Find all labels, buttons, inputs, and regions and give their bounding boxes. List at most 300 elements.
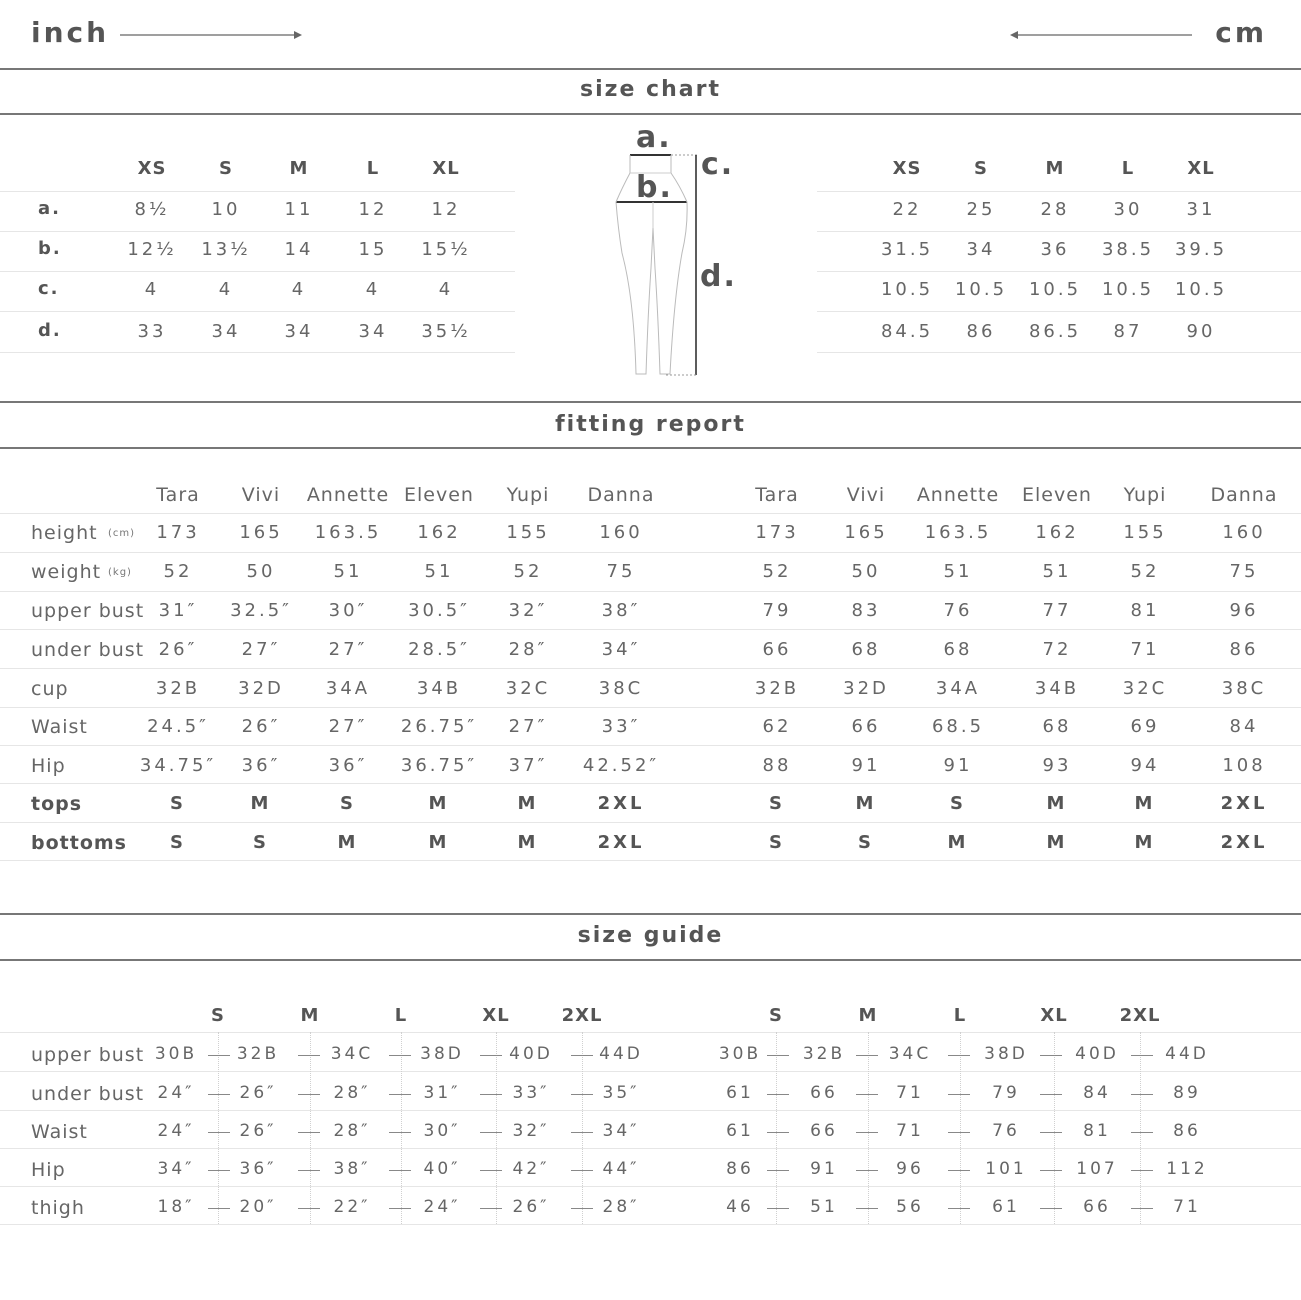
- measure-label: upper bust: [31, 1044, 145, 1066]
- cm-value: 68: [851, 639, 881, 660]
- range-dash: [856, 1132, 878, 1133]
- inch-value: 26″: [512, 1197, 550, 1217]
- inch-value: 35½: [421, 321, 471, 342]
- cm-value: 77: [1042, 600, 1072, 621]
- range-dash: [298, 1055, 320, 1056]
- inch-value: 28″: [508, 639, 548, 660]
- left-arrow-icon: [1008, 28, 1194, 42]
- inch-value: 31″: [158, 600, 198, 621]
- unit-label: (kg): [108, 567, 132, 578]
- size-header-inch: XS: [137, 158, 167, 179]
- cm-value: 72: [1042, 639, 1072, 660]
- cm-value: 89: [1173, 1083, 1201, 1103]
- row-divider: [0, 860, 1301, 861]
- cm-value: 173: [755, 522, 799, 543]
- inch-value: 28.5″: [408, 639, 470, 660]
- row-divider: [0, 1071, 1301, 1072]
- cm-value: 61: [726, 1083, 754, 1103]
- cm-value: 10.5: [880, 279, 934, 300]
- cm-value: 93: [1042, 755, 1072, 776]
- inch-value: 4: [365, 279, 381, 300]
- cm-value: 107: [1076, 1159, 1118, 1179]
- row-divider: [0, 1110, 1301, 1111]
- cm-value: 62: [762, 716, 792, 737]
- row-divider: [0, 191, 515, 192]
- measure-label: under bust: [31, 1083, 145, 1105]
- inch-value: 75: [606, 561, 636, 582]
- measure-label: a.: [38, 198, 61, 219]
- range-dash: [1040, 1170, 1062, 1171]
- range-dash: [208, 1094, 230, 1095]
- inch-value: S: [170, 832, 186, 853]
- inch-value: 44D: [599, 1044, 643, 1064]
- cm-value: 66: [851, 716, 881, 737]
- model-name: Danna: [1210, 484, 1278, 506]
- cm-value: 86: [1229, 639, 1259, 660]
- inch-value: 34″: [157, 1159, 195, 1179]
- inch-value: S: [253, 832, 269, 853]
- inch-value: 163.5: [314, 522, 382, 543]
- cm-value: M: [855, 793, 877, 814]
- diagram-label-d: d.: [700, 259, 737, 294]
- inch-value: 32D: [238, 678, 284, 699]
- size-chart-title: size chart: [580, 77, 721, 102]
- inch-value: 160: [599, 522, 643, 543]
- inch-value: 33″: [601, 716, 641, 737]
- column-guide: [960, 1032, 961, 1224]
- inch-value: 44″: [602, 1159, 640, 1179]
- row-divider: [0, 513, 1301, 514]
- inch-value: 30″: [423, 1121, 461, 1141]
- row-divider: [0, 1148, 1301, 1149]
- cm-value: 44D: [1165, 1044, 1209, 1064]
- column-guide: [218, 1032, 219, 1224]
- measure-label: under bust: [31, 639, 145, 661]
- divider: [0, 68, 1301, 70]
- cm-value: 10.5: [1101, 279, 1155, 300]
- cm-value: 30B: [718, 1044, 762, 1064]
- inch-value: 14: [284, 239, 314, 260]
- inch-value: 24″: [423, 1197, 461, 1217]
- model-name: Yupi: [1123, 484, 1167, 506]
- column-guide: [868, 1032, 869, 1224]
- model-name: Danna: [587, 484, 655, 506]
- cm-value: 101: [985, 1159, 1027, 1179]
- range-dash: [767, 1132, 789, 1133]
- inch-value: 33″: [512, 1083, 550, 1103]
- column-guide: [401, 1032, 402, 1224]
- cm-unit-label: cm: [1215, 16, 1267, 49]
- inch-value: 36″: [239, 1159, 277, 1179]
- inch-value: 27″: [241, 639, 281, 660]
- inch-value: 8½: [134, 199, 170, 220]
- cm-value: 108: [1222, 755, 1266, 776]
- inch-value: 26″: [241, 716, 281, 737]
- measure-label: b.: [38, 238, 62, 259]
- model-name: Tara: [755, 484, 799, 506]
- inch-value: 32.5″: [230, 600, 292, 621]
- inch-value: 30B: [154, 1044, 198, 1064]
- inch-value: 36″: [241, 755, 281, 776]
- cm-value: 79: [992, 1083, 1020, 1103]
- inch-value: M: [517, 832, 539, 853]
- model-name: Eleven: [1022, 484, 1092, 506]
- cm-value: 34: [966, 239, 996, 260]
- range-dash: [208, 1132, 230, 1133]
- inch-value: 33: [137, 321, 167, 342]
- cm-value: 25: [966, 199, 996, 220]
- inch-value: 26″: [239, 1083, 277, 1103]
- cm-value: 79: [762, 600, 792, 621]
- range-dash: [1040, 1208, 1062, 1209]
- inch-value: 26″: [158, 639, 198, 660]
- range-dash: [298, 1208, 320, 1209]
- measure-label: c.: [38, 278, 60, 299]
- range-dash: [948, 1094, 970, 1095]
- inch-value: M: [250, 793, 272, 814]
- cm-value: 71: [1173, 1197, 1201, 1217]
- range-dash: [948, 1208, 970, 1209]
- size-header-cm: M: [1045, 158, 1065, 179]
- measure-label: bottoms: [31, 832, 127, 854]
- cm-value: 51: [810, 1197, 838, 1217]
- cm-value: 50: [851, 561, 881, 582]
- cm-value: 61: [726, 1121, 754, 1141]
- column-guide: [496, 1032, 497, 1224]
- model-name: Annette: [916, 484, 1000, 506]
- row-divider: [0, 1186, 1301, 1187]
- cm-value: S: [769, 832, 785, 853]
- cm-value: 71: [1130, 639, 1160, 660]
- inch-unit-label: inch: [31, 16, 110, 49]
- inch-value: 50: [246, 561, 276, 582]
- inch-value: 27″: [508, 716, 548, 737]
- size-header-inch: S: [219, 158, 233, 179]
- range-dash: [480, 1094, 502, 1095]
- inch-value: 36″: [328, 755, 368, 776]
- inch-value: 38″: [601, 600, 641, 621]
- range-dash: [1131, 1208, 1153, 1209]
- inch-value: 40D: [509, 1044, 553, 1064]
- cm-value: 38.5: [1101, 239, 1155, 260]
- size-header-cm: XS: [892, 158, 922, 179]
- range-dash: [480, 1208, 502, 1209]
- range-dash: [856, 1094, 878, 1095]
- cm-value: 86: [1173, 1121, 1201, 1141]
- cm-value: 32D: [843, 678, 889, 699]
- cm-value: 71: [896, 1121, 924, 1141]
- row-divider: [0, 591, 1301, 592]
- column-guide: [776, 1032, 777, 1224]
- size-header-cm: L: [1121, 158, 1135, 179]
- cm-value: 75: [1229, 561, 1259, 582]
- inch-value: 34.75″: [139, 755, 217, 776]
- cm-value: 56: [896, 1197, 924, 1217]
- cm-value: 39.5: [1174, 239, 1228, 260]
- cm-value: 51: [943, 561, 973, 582]
- cm-value: 36: [1040, 239, 1070, 260]
- cm-value: 162: [1035, 522, 1079, 543]
- size-header-inch: S: [211, 1005, 225, 1026]
- range-dash: [767, 1170, 789, 1171]
- cm-value: 94: [1130, 755, 1160, 776]
- cm-value: M: [1046, 832, 1068, 853]
- cm-value: 31.5: [880, 239, 934, 260]
- inch-value: M: [428, 793, 450, 814]
- right-arrow-icon: [118, 28, 304, 42]
- inch-value: 34: [284, 321, 314, 342]
- measure-label: d.: [38, 320, 62, 341]
- measure-label: Waist: [31, 1121, 88, 1143]
- row-divider: [0, 311, 515, 312]
- cm-value: 66: [810, 1121, 838, 1141]
- row-divider: [0, 1224, 1301, 1225]
- inch-value: 165: [239, 522, 283, 543]
- inch-value: 42.52″: [582, 755, 660, 776]
- row-divider: [0, 271, 515, 272]
- cm-value: 112: [1166, 1159, 1208, 1179]
- inch-value: 34: [211, 321, 241, 342]
- size-guide-title: size guide: [577, 923, 724, 948]
- cm-value: 91: [851, 755, 881, 776]
- inch-value: M: [337, 832, 359, 853]
- divider: [0, 401, 1301, 403]
- inch-value: 18″: [157, 1197, 195, 1217]
- range-dash: [571, 1132, 593, 1133]
- divider: [0, 913, 1301, 915]
- cm-value: 90: [1186, 321, 1216, 342]
- range-dash: [856, 1055, 878, 1056]
- inch-value: 34″: [602, 1121, 640, 1141]
- measure-label: cup: [31, 678, 69, 700]
- range-dash: [767, 1094, 789, 1095]
- cm-value: S: [858, 832, 874, 853]
- range-dash: [480, 1170, 502, 1171]
- divider: [0, 113, 1301, 115]
- column-guide: [1140, 1032, 1141, 1224]
- divider: [0, 447, 1301, 449]
- cm-value: 30: [1113, 199, 1143, 220]
- row-divider: [0, 629, 1301, 630]
- range-dash: [389, 1132, 411, 1133]
- range-dash: [856, 1208, 878, 1209]
- range-dash: [480, 1055, 502, 1056]
- measure-label: Waist: [31, 716, 88, 738]
- inch-value: 12½: [127, 239, 177, 260]
- range-dash: [571, 1208, 593, 1209]
- inch-value: 2XL: [597, 793, 645, 814]
- inch-value: 2XL: [597, 832, 645, 853]
- size-header-inch: L: [394, 1005, 408, 1026]
- inch-value: 24.5″: [147, 716, 209, 737]
- inch-value: 42″: [512, 1159, 550, 1179]
- cm-value: M: [947, 832, 969, 853]
- inch-value: 22″: [333, 1197, 371, 1217]
- row-divider: [817, 311, 1301, 312]
- size-header-cm: XL: [1040, 1005, 1068, 1026]
- cm-value: 160: [1222, 522, 1266, 543]
- size-header-cm: 2XL: [1119, 1005, 1161, 1026]
- range-dash: [1040, 1132, 1062, 1133]
- cm-value: 2XL: [1220, 793, 1268, 814]
- inch-value: 52: [513, 561, 543, 582]
- cm-value: 66: [762, 639, 792, 660]
- diagram-label-c: c.: [701, 147, 735, 182]
- inch-value: 162: [417, 522, 461, 543]
- inch-value: 32B: [236, 1044, 280, 1064]
- cm-value: 91: [943, 755, 973, 776]
- row-divider: [0, 552, 1301, 553]
- cm-value: 66: [810, 1083, 838, 1103]
- inch-value: 34″: [601, 639, 641, 660]
- measure-label: Hip: [31, 1159, 66, 1181]
- cm-value: 84.5: [880, 321, 934, 342]
- inch-value: 10: [211, 199, 241, 220]
- inch-value: 24″: [157, 1083, 195, 1103]
- cm-value: 86.5: [1028, 321, 1082, 342]
- range-dash: [856, 1170, 878, 1171]
- cm-value: 86: [726, 1159, 754, 1179]
- cm-value: 68: [943, 639, 973, 660]
- inch-value: 12: [431, 199, 461, 220]
- unit-label: (cm): [108, 528, 136, 539]
- inch-value: 31″: [423, 1083, 461, 1103]
- model-name: Annette: [306, 484, 390, 506]
- cm-value: 38D: [984, 1044, 1028, 1064]
- range-dash: [208, 1208, 230, 1209]
- cm-value: 83: [851, 600, 881, 621]
- row-divider: [0, 707, 1301, 708]
- range-dash: [1131, 1132, 1153, 1133]
- range-dash: [1131, 1055, 1153, 1056]
- cm-value: 81: [1130, 600, 1160, 621]
- inch-value: 28″: [333, 1083, 371, 1103]
- cm-value: 66: [1083, 1197, 1111, 1217]
- inch-value: 4: [438, 279, 454, 300]
- range-dash: [571, 1055, 593, 1056]
- cm-value: 84: [1083, 1083, 1111, 1103]
- range-dash: [767, 1055, 789, 1056]
- cm-value: 71: [896, 1083, 924, 1103]
- inch-value: 4: [291, 279, 307, 300]
- row-divider: [0, 668, 1301, 669]
- cm-value: 68: [1042, 716, 1072, 737]
- cm-value: 86: [966, 321, 996, 342]
- size-header-inch: M: [300, 1005, 320, 1026]
- range-dash: [480, 1132, 502, 1133]
- cm-value: 81: [1083, 1121, 1111, 1141]
- cm-value: 165: [844, 522, 888, 543]
- cm-value: 28: [1040, 199, 1070, 220]
- cm-value: 87: [1113, 321, 1143, 342]
- inch-value: 26.75″: [400, 716, 478, 737]
- cm-value: 163.5: [924, 522, 992, 543]
- cm-value: 32C: [1122, 678, 1168, 699]
- inch-value: 32″: [512, 1121, 550, 1141]
- cm-value: 31: [1186, 199, 1216, 220]
- model-name: Vivi: [241, 484, 281, 506]
- inch-value: 11: [284, 199, 314, 220]
- inch-value: 15½: [421, 239, 471, 260]
- cm-value: 10.5: [954, 279, 1008, 300]
- cm-value: 61: [992, 1197, 1020, 1217]
- inch-value: M: [428, 832, 450, 853]
- inch-value: 12: [358, 199, 388, 220]
- inch-value: 34: [358, 321, 388, 342]
- column-guide: [310, 1032, 311, 1224]
- inch-value: 52: [163, 561, 193, 582]
- cm-value: 32B: [754, 678, 800, 699]
- range-dash: [948, 1055, 970, 1056]
- cm-value: 46: [726, 1197, 754, 1217]
- size-header-cm: S: [769, 1005, 783, 1026]
- cm-value: 96: [896, 1159, 924, 1179]
- inch-value: 32C: [505, 678, 551, 699]
- cm-value: 22: [892, 199, 922, 220]
- inch-value: 27″: [328, 716, 368, 737]
- measure-label: thigh: [31, 1197, 85, 1219]
- model-name: Tara: [156, 484, 200, 506]
- inch-value: 34B: [416, 678, 462, 699]
- row-divider: [0, 822, 1301, 823]
- inch-value: 34C: [330, 1044, 374, 1064]
- range-dash: [948, 1170, 970, 1171]
- row-divider: [817, 271, 1301, 272]
- row-divider: [0, 745, 1301, 746]
- inch-value: 173: [156, 522, 200, 543]
- size-header-cm: XL: [1187, 158, 1215, 179]
- range-dash: [208, 1170, 230, 1171]
- cm-value: 34C: [888, 1044, 932, 1064]
- row-divider: [817, 191, 1301, 192]
- inch-value: S: [340, 793, 356, 814]
- cm-value: 52: [762, 561, 792, 582]
- size-header-cm: M: [858, 1005, 878, 1026]
- measure-label: Hip: [31, 755, 66, 777]
- inch-value: 4: [218, 279, 234, 300]
- cm-value: 34B: [1034, 678, 1080, 699]
- inch-value: 27″: [328, 639, 368, 660]
- cm-value: 34A: [935, 678, 981, 699]
- row-divider: [0, 1032, 1301, 1033]
- size-header-inch: 2XL: [561, 1005, 603, 1026]
- inch-value: 13½: [201, 239, 251, 260]
- cm-value: 52: [1130, 561, 1160, 582]
- cm-value: S: [950, 793, 966, 814]
- model-name: Eleven: [404, 484, 474, 506]
- inch-value: 35″: [602, 1083, 640, 1103]
- cm-value: 91: [810, 1159, 838, 1179]
- model-name: Vivi: [846, 484, 886, 506]
- diagram-label-b: b.: [636, 170, 673, 205]
- inch-value: 30.5″: [408, 600, 470, 621]
- cm-value: 38C: [1221, 678, 1267, 699]
- inch-value: 37″: [508, 755, 548, 776]
- cm-value: 10.5: [1028, 279, 1082, 300]
- measure-label: weight: [31, 561, 102, 583]
- divider: [0, 959, 1301, 961]
- cm-value: 155: [1123, 522, 1167, 543]
- range-dash: [389, 1170, 411, 1171]
- inch-value: 15: [358, 239, 388, 260]
- measure-label: height: [31, 522, 98, 544]
- cm-value: 51: [1042, 561, 1072, 582]
- range-dash: [571, 1094, 593, 1095]
- cm-value: M: [1134, 832, 1156, 853]
- model-name: Yupi: [506, 484, 550, 506]
- range-dash: [389, 1055, 411, 1056]
- range-dash: [298, 1170, 320, 1171]
